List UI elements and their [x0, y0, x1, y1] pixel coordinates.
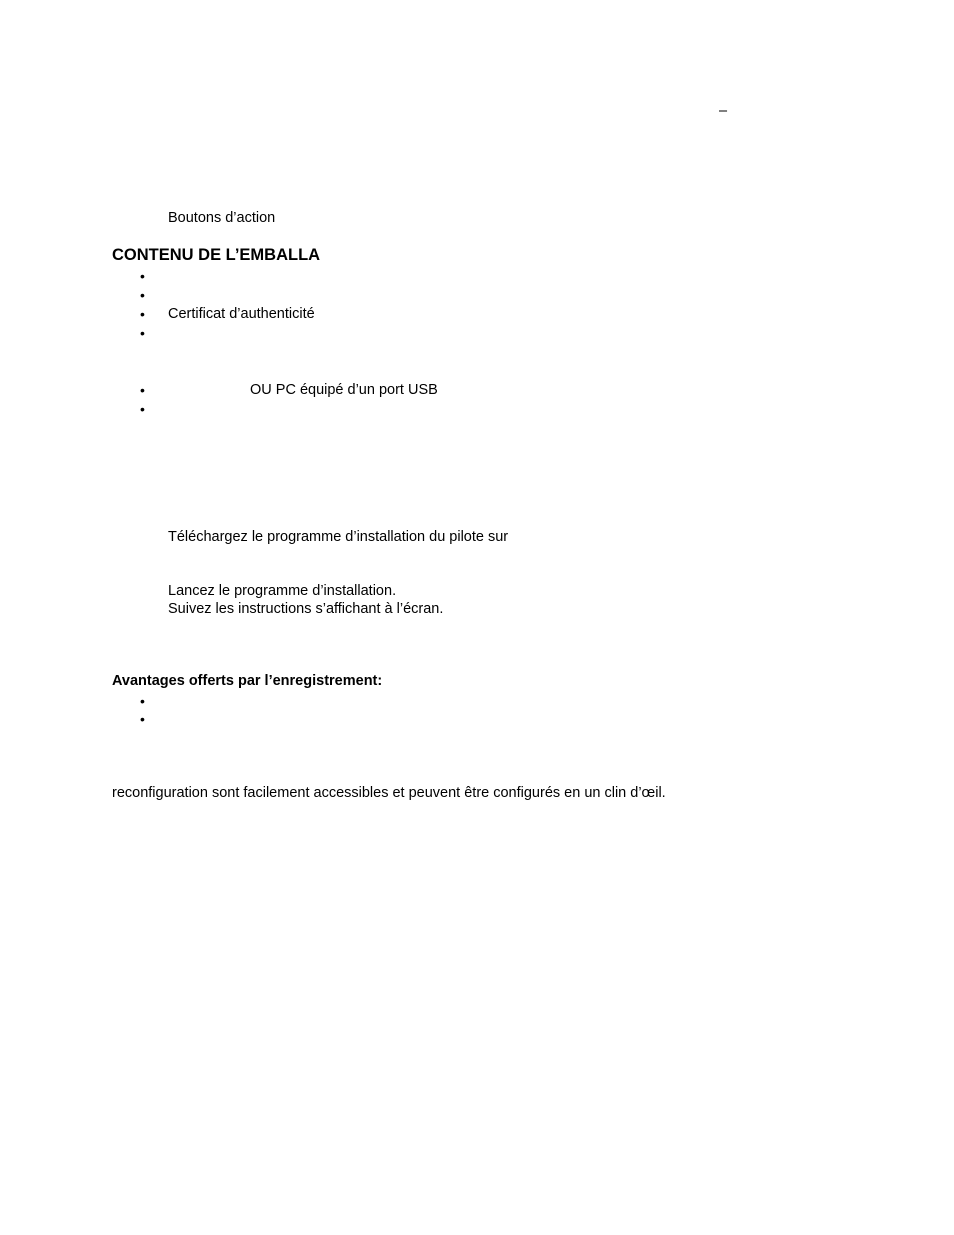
- install-step-follow: Suivez les instructions s’affichant à l’écran.: [168, 601, 444, 617]
- bullet-icon: •: [140, 693, 145, 709]
- registration-benefits-heading: Avantages offerts par l’enregistrement:: [112, 673, 383, 689]
- bullet-icon: •: [140, 287, 145, 303]
- package-contents-heading: CONTENU DE L’EMBALLA: [112, 246, 321, 264]
- install-step-launch: Lancez le programme d’installation.: [168, 583, 397, 599]
- bullet-icon: •: [140, 382, 145, 398]
- reconfiguration-paragraph: reconfiguration sont facilement accessibles et peuvent être configurés en un clin d’œil.: [112, 785, 666, 801]
- bullet-icon: •: [140, 401, 145, 417]
- buttons-label: Boutons d’action: [168, 210, 276, 226]
- install-step-download: Téléchargez le programme d’installation du pilote sur: [168, 529, 509, 545]
- list-item: OU PC équipé d’un port USB: [250, 382, 438, 398]
- bullet-icon: •: [140, 268, 145, 284]
- bullet-icon: •: [140, 306, 145, 322]
- header-dash: –: [719, 103, 728, 119]
- bullet-icon: •: [140, 711, 145, 727]
- list-item: Certificat d’authenticité: [168, 306, 315, 322]
- bullet-icon: •: [140, 325, 145, 341]
